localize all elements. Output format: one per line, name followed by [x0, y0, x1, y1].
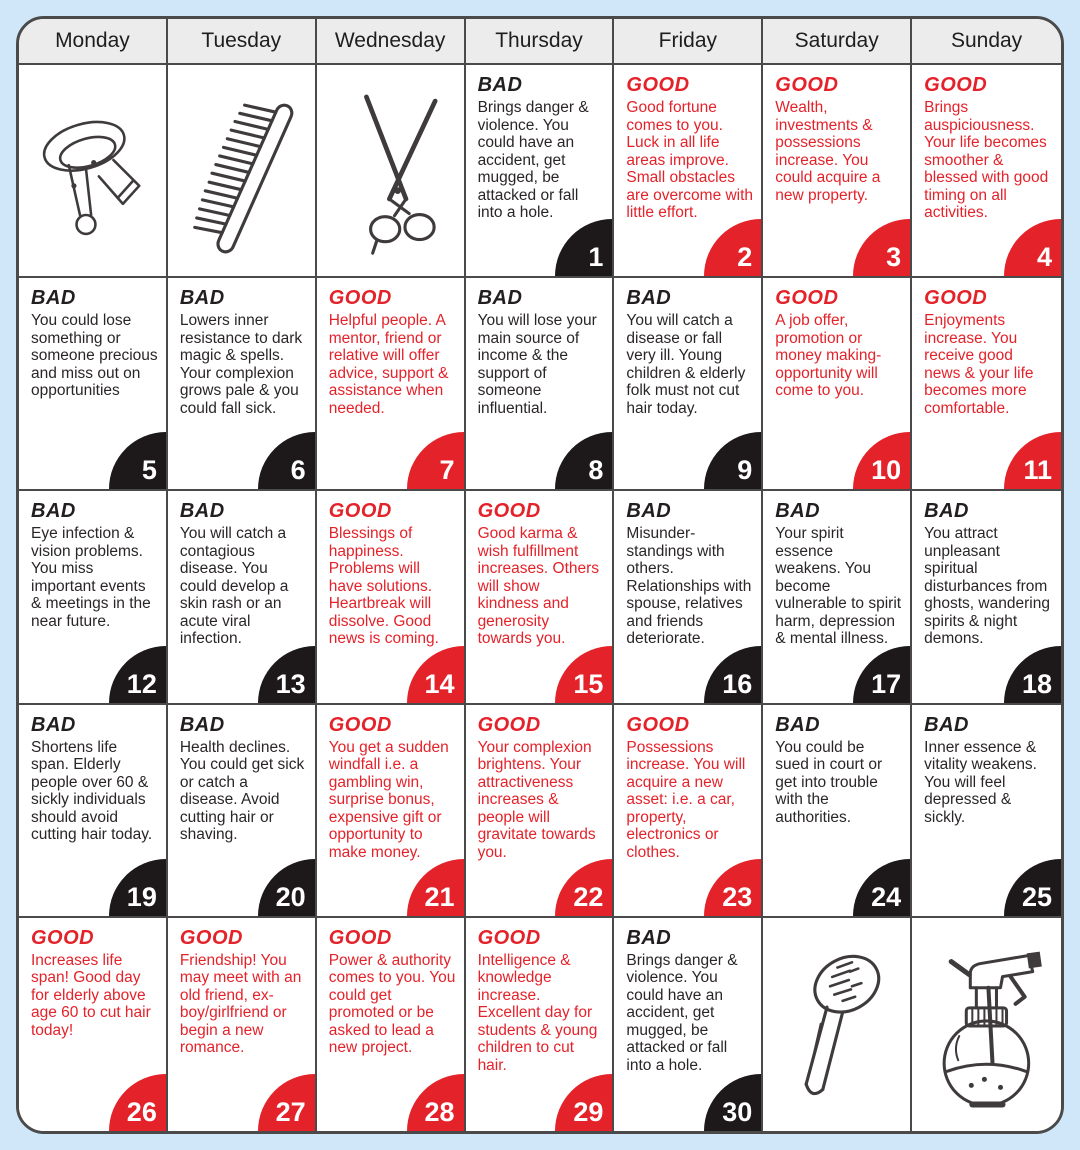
day-number-badge: 1: [555, 219, 612, 276]
day-number-badge: 19: [109, 859, 166, 916]
day-text: Good karma & wish fulfillment increases. Others will show kindness and generosity towards you.: [477, 525, 600, 648]
day-text: You could lose something or someone precious and miss out on opportunities: [31, 312, 158, 400]
weekday-header-row: [19, 19, 1061, 65]
day-number-badge: 12: [109, 646, 166, 703]
day-cell-24: [763, 705, 912, 916]
day-cell-23: [614, 705, 763, 916]
day-number-badge: 27: [258, 1074, 315, 1131]
verdict-label: GOOD: [328, 500, 392, 523]
scissors-icon-wrap: [329, 74, 458, 276]
day-text: Power & authority comes to you. You could get promoted or be asked to lead a new project.: [328, 951, 456, 1057]
header-monday: Monday: [19, 19, 168, 63]
day-number-badge: 9: [704, 432, 761, 489]
day-cell-5: [19, 278, 168, 489]
hair-dryer-icon-wrap: [31, 74, 160, 276]
day-text: Helpful people. A mentor, friend or relative will offer advice, support & assistance when needed.: [328, 312, 449, 417]
day-text: Inner essence & vitality weakens. You will feel depressed & sickly.: [924, 738, 1037, 826]
day-cell-27: [168, 918, 317, 1131]
day-cell-16: [614, 491, 763, 702]
hair-brush-icon: [777, 940, 902, 1118]
verdict-label: BAD: [31, 713, 76, 736]
verdict-label: BAD: [626, 926, 672, 949]
verdict-label: GOOD: [626, 713, 690, 736]
day-text: You will lose your main source of income & the support of someone influential.: [477, 312, 597, 417]
calendar-row-5: [19, 918, 1061, 1131]
verdict-label: GOOD: [477, 926, 541, 949]
day-number-badge: 7: [407, 432, 464, 489]
day-cell-22: [466, 705, 615, 916]
calendar-card: [16, 16, 1064, 1134]
day-cell-26: [19, 918, 168, 1131]
day-number-badge: 8: [555, 432, 612, 489]
day-text: Wealth, investments & possessions increase. You could acquire a new property.: [775, 99, 881, 204]
day-number-badge: 28: [407, 1074, 464, 1131]
day-cell-1: [466, 65, 615, 276]
spray-bottle-icon-wrap: [924, 927, 1055, 1131]
day-cell-12: [19, 491, 168, 702]
comb-icon: [180, 86, 309, 264]
day-cell-13: [168, 491, 317, 702]
spray-bottle-icon: [924, 940, 1055, 1118]
verdict-label: GOOD: [775, 74, 839, 96]
day-number-badge: 4: [1004, 219, 1061, 276]
day-cell-11: [912, 278, 1061, 489]
day-number-badge: 23: [704, 859, 761, 916]
day-text: Brings auspiciousness. Your life becomes smoother & blessed with good timing on all activities.: [924, 99, 1049, 221]
day-text: You will catch a disease or fall very ill. Young children & elderly folk must not cut hair today.: [626, 312, 746, 417]
day-text: Intelligence & knowledge increase. Excellent day for students & young children to cut hair.: [477, 951, 598, 1074]
verdict-label: GOOD: [924, 74, 988, 96]
verdict-label: BAD: [924, 713, 969, 736]
hair-dryer-cell: [19, 65, 168, 276]
day-text: Misunder-standings with others. Relationships with spouse, relatives and friends deteriorate.: [626, 525, 752, 648]
day-cell-3: [763, 65, 912, 276]
verdict-label: GOOD: [179, 926, 243, 949]
day-text: Shortens life span. Elderly people over 60 & sickly individuals should avoid cutting hair today.: [31, 738, 153, 844]
day-cell-7: [317, 278, 466, 489]
day-text: A job offer, promotion or money making-opportunity will come to you.: [775, 312, 882, 400]
verdict-label: GOOD: [477, 713, 541, 736]
day-text: Blessings of happiness. Problems will have solutions. Heartbreak will dissolve. Good news is coming.: [328, 525, 439, 648]
verdict-label: BAD: [179, 287, 225, 310]
verdict-label: BAD: [775, 500, 821, 523]
day-text: Good fortune comes to you. Luck in all life areas improve. Small obstacles are overcome with little effort.: [626, 99, 754, 221]
day-text: Friendship! You may meet with an old friend, ex-boy/girlfriend or begin a new romance.: [179, 951, 302, 1057]
hair-dryer-icon: [31, 98, 160, 253]
day-text: You attract unpleasant spiritual disturbances from ghosts, wandering spirits & night demons.: [924, 525, 1050, 648]
header-wednesday: Wednesday: [317, 19, 466, 63]
day-text: Brings danger & violence. You could have an accident, get mugged, be attacked or fall into a hole.: [626, 951, 738, 1074]
day-cell-8: [466, 278, 615, 489]
day-text: You could be sued in court or get into trouble with the authorities.: [775, 738, 883, 826]
day-cell-30: [614, 918, 763, 1131]
hair-brush-icon-wrap: [775, 927, 904, 1131]
day-number-badge: 15: [555, 646, 612, 703]
verdict-label: GOOD: [328, 287, 392, 310]
verdict-label: BAD: [31, 287, 76, 310]
scissors-cell: [317, 65, 466, 276]
day-number-badge: 18: [1004, 646, 1061, 703]
day-cell-20: [168, 705, 317, 916]
verdict-label: GOOD: [477, 500, 541, 523]
day-cell-25: [912, 705, 1061, 916]
day-number-badge: 20: [258, 859, 315, 916]
day-number-badge: 6: [258, 432, 315, 489]
verdict-label: GOOD: [626, 74, 690, 96]
header-saturday: Saturday: [763, 19, 912, 63]
day-number-badge: 29: [555, 1074, 612, 1131]
day-number-badge: 3: [853, 219, 910, 276]
day-text: Your complexion brightens. Your attractiveness increases & people will gravitate towards you.: [477, 738, 596, 861]
calendar-row-4: [19, 705, 1061, 918]
calendar-row-1: [19, 65, 1061, 278]
day-number-badge: 13: [258, 646, 315, 703]
header-thursday: Thursday: [466, 19, 615, 63]
verdict-label: GOOD: [775, 287, 839, 310]
day-number-badge: 16: [704, 646, 761, 703]
day-cell-18: [912, 491, 1061, 702]
header-friday: Friday: [614, 19, 763, 63]
day-text: Health declines. You could get sick or catch a disease. Avoid cutting hair or shaving.: [179, 738, 305, 844]
calendar-row-3: [19, 491, 1061, 704]
day-text: You will catch a contagious disease. You could develop a skin rash or an acute viral infection.: [179, 525, 289, 648]
day-cell-29: [466, 918, 615, 1131]
day-cell-14: [317, 491, 466, 702]
day-cell-6: [168, 278, 317, 489]
header-tuesday: Tuesday: [168, 19, 317, 63]
calendar-row-2: [19, 278, 1061, 491]
day-text: Brings danger & violence. You could have an accident, get mugged, be attacked or fall into a hole.: [477, 99, 589, 221]
comb-cell: [168, 65, 317, 276]
verdict-label: GOOD: [328, 713, 392, 736]
day-cell-19: [19, 705, 168, 916]
day-cell-17: [763, 491, 912, 702]
verdict-label: GOOD: [328, 926, 392, 949]
day-text: You get a sudden windfall i.e. a gambling win, surprise bonus, expensive gift or opportunity to make money.: [328, 738, 449, 861]
verdict-label: BAD: [477, 74, 523, 96]
day-cell-28: [317, 918, 466, 1131]
day-cell-4: [912, 65, 1061, 276]
day-number-badge: 21: [407, 859, 464, 916]
verdict-label: GOOD: [31, 926, 95, 949]
day-number-badge: 5: [109, 432, 166, 489]
header-sunday: Sunday: [950, 29, 1023, 52]
comb-icon-wrap: [180, 74, 309, 276]
day-number-badge: 22: [555, 859, 612, 916]
day-number-badge: 25: [1004, 859, 1061, 916]
verdict-label: BAD: [775, 713, 821, 736]
day-number-badge: 30: [704, 1074, 761, 1131]
day-number-badge: 2: [704, 219, 761, 276]
verdict-label: BAD: [179, 500, 225, 523]
day-text: Eye infection & vision problems. You miss important events & meetings in the near future.: [31, 525, 151, 630]
verdict-label: BAD: [179, 713, 225, 736]
verdict-label: BAD: [626, 287, 672, 310]
verdict-label: GOOD: [924, 287, 988, 310]
day-cell-10: [763, 278, 912, 489]
day-cell-21: [317, 705, 466, 916]
day-text: Lowers inner resistance to dark magic & spells. Your complexion grows pale & you could fall sick.: [179, 312, 303, 417]
day-number-badge: 11: [1004, 432, 1061, 489]
day-text: Increases life span! Good day for elderly above age 60 to cut hair today!: [31, 951, 151, 1039]
day-number-badge: 26: [109, 1074, 166, 1131]
day-cell-15: [466, 491, 615, 702]
day-number-badge: 24: [853, 859, 910, 916]
day-cell-2: [614, 65, 763, 276]
verdict-label: BAD: [924, 500, 969, 523]
day-number-badge: 10: [853, 432, 910, 489]
day-number-badge: 17: [853, 646, 910, 703]
hair-brush-cell: [763, 918, 912, 1131]
day-text: Enjoyments increase. You receive good news & your life becomes more comfortable.: [924, 312, 1034, 417]
day-number-badge: 14: [407, 646, 464, 703]
day-cell-9: [614, 278, 763, 489]
verdict-label: BAD: [31, 500, 76, 523]
day-text: Possessions increase. You will acquire a new asset: i.e. a car, property, electronics or clothes.: [626, 738, 746, 861]
day-text: Your spirit essence weakens. You become vulnerable to spirit harm, depression & mental illness.: [775, 525, 902, 648]
verdict-label: BAD: [626, 500, 672, 523]
scissors-icon: [331, 86, 456, 264]
spray-bottle-cell: [912, 918, 1061, 1131]
verdict-label: BAD: [477, 287, 523, 310]
